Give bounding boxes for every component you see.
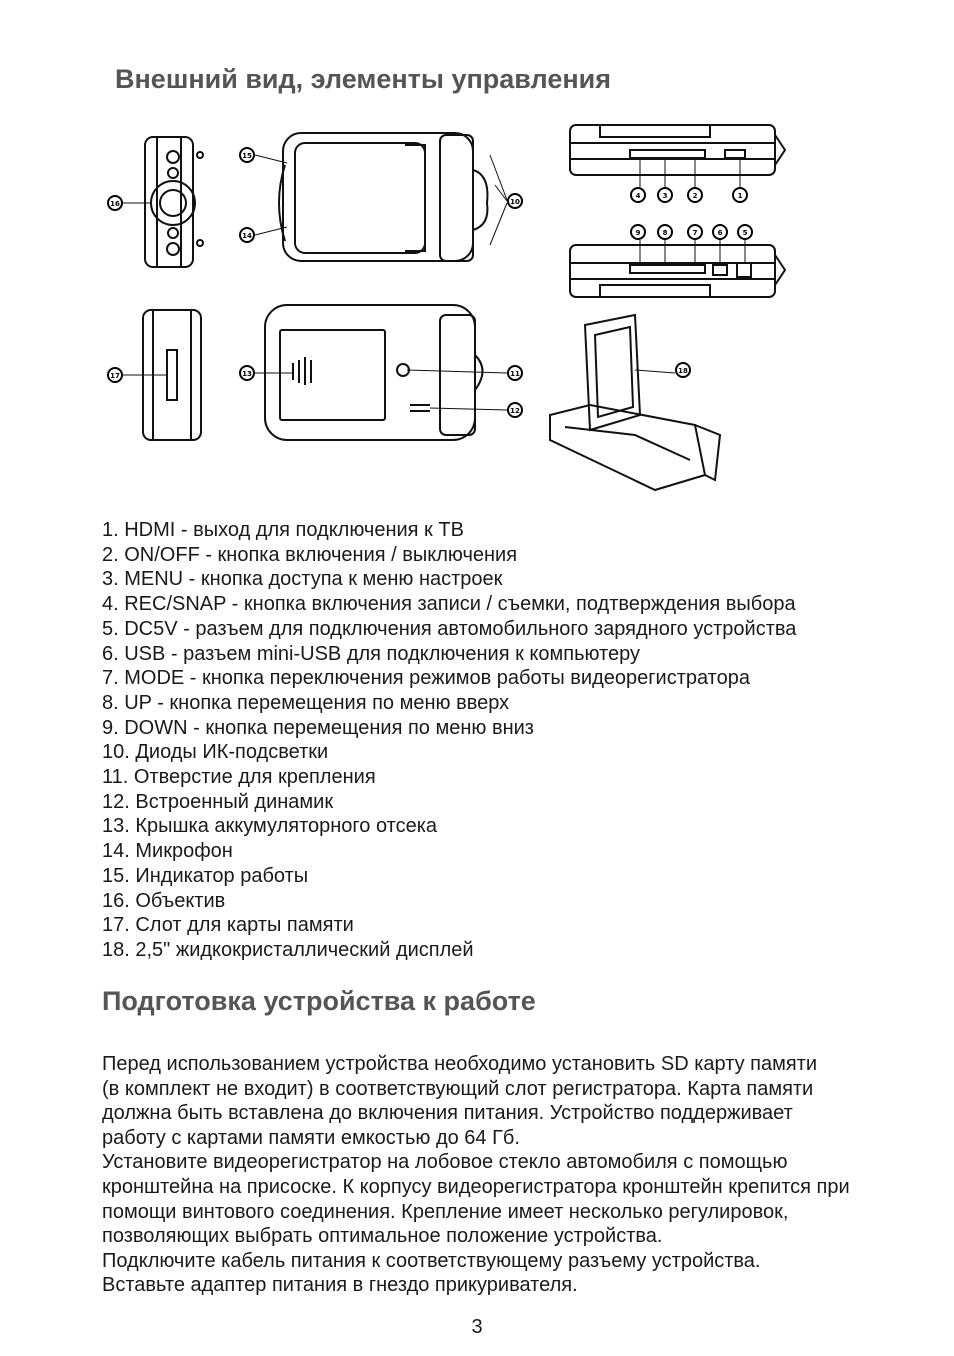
callout-1: [733, 188, 747, 202]
callout-11: [508, 366, 522, 380]
legend-item: 8. UP - кнопка перемещения по меню вверх: [102, 691, 510, 714]
callout-6: [713, 225, 727, 239]
svg-text:8: 8: [662, 229, 668, 237]
callout-10: [508, 194, 522, 208]
legend-item: 14. Микрофон: [102, 840, 233, 863]
callout-13: [240, 366, 254, 380]
paragraph-line: кронштейна на присоске. К корпусу видеорегистратора кронштейн крепится при: [102, 1175, 850, 1198]
side-view-bottom: [570, 240, 785, 297]
callout-12: [508, 403, 522, 417]
callout-17: [108, 368, 122, 382]
callout-5: [738, 225, 752, 239]
callout-3: [658, 188, 672, 202]
legend-item: 6. USB - разъем mini-USB для подключения к компьютеру: [102, 642, 641, 665]
svg-text:10: 10: [510, 198, 520, 206]
svg-text:4: 4: [635, 192, 641, 200]
legend-item: 2. ON/OFF - кнопка включения / выключения: [102, 543, 518, 566]
legend-item: 16. Объектив: [102, 889, 226, 912]
legend-item: 12. Встроенный динамик: [102, 790, 334, 813]
legend-item: 7. MODE - кнопка переключения режимов работы видеорегистратора: [102, 667, 750, 690]
device-diagram: [95, 115, 815, 505]
section-title: Подготовка устройства к работе: [102, 986, 536, 1016]
paragraph-line: (в комплект не входит) в соответствующий слот регистратора. Карта памяти: [102, 1077, 814, 1100]
paragraph-line: должна быть вставлена до включения питания. Устройство поддерживает: [102, 1102, 793, 1125]
svg-text:16: 16: [110, 200, 120, 208]
callout-16: [108, 196, 122, 210]
paragraph-line: Перед использованием устройства необходимо установить SD карту памяти: [102, 1053, 818, 1075]
legend-item: 9. DOWN - кнопка перемещения по меню вниз: [102, 716, 534, 739]
callout-4: [631, 188, 645, 202]
callout-8: [658, 225, 672, 239]
callout-14: [240, 228, 254, 242]
legend-item: 4. REC/SNAP - кнопка включения записи / съемки, подтверждения выбора: [102, 593, 796, 616]
svg-text:13: 13: [242, 370, 252, 378]
callout-7: [688, 225, 702, 239]
svg-text:14: 14: [242, 232, 252, 240]
svg-text:2: 2: [692, 192, 698, 200]
slot-side-view: [123, 310, 201, 440]
callouts: [108, 148, 752, 417]
page-number: 3: [471, 1316, 483, 1338]
paragraph-line: позволяющих выбрать оптимальное положение устройства.: [102, 1225, 663, 1248]
paragraph-line: Вставьте адаптер питания в гнездо прикуривателя.: [102, 1274, 578, 1297]
paragraph-line: помощи винтового соединения. Крепление имеет несколько регулировок,: [102, 1200, 789, 1223]
legend-item: 18. 2,5" жидкокристаллический дисплей: [102, 938, 474, 961]
svg-text:12: 12: [510, 407, 520, 415]
legend-item: 5. DC5V - разъем для подключения автомобильного зарядного устройства: [102, 617, 797, 640]
parts-legend: [102, 518, 796, 963]
instructions-paragraph: [102, 1052, 850, 1298]
legend-item: 3. MENU - кнопка доступа к меню настроек: [102, 568, 503, 591]
legend-item: 1. HDMI - выход для подключения к ТВ: [102, 519, 464, 541]
svg-text:6: 6: [717, 229, 723, 237]
legend-item: 17. Слот для карты памяти: [102, 914, 354, 937]
paragraph-line: Подключите кабель питания к соответствующему разъему устройства.: [102, 1249, 761, 1272]
svg-text:17: 17: [110, 372, 120, 380]
front-view: [123, 137, 203, 267]
legend-item: 10. Диоды ИК-подсветки: [102, 741, 329, 764]
svg-text:18: 18: [678, 367, 688, 375]
svg-text:1: 1: [737, 192, 743, 200]
open-screen-view: [550, 315, 720, 490]
callout-18: [676, 363, 690, 377]
device-diagram-svg: [95, 115, 815, 505]
paragraph-line: Установите видеорегистратор на лобовое стекло автомобиля с помощью: [102, 1151, 788, 1174]
side-view-top: [570, 125, 785, 187]
legend-item: 13. Крышка аккумуляторного отсека: [102, 815, 438, 838]
paragraph-line: работу с картами памяти емкостью до 64 Гб.: [102, 1126, 520, 1149]
back-view: [255, 305, 507, 440]
svg-text:7: 7: [692, 229, 698, 237]
top-view: [255, 133, 507, 261]
callout-2: [688, 188, 702, 202]
legend-item: 15. Индикатор работы: [102, 864, 309, 887]
svg-text:9: 9: [635, 229, 641, 237]
legend-item: 11. Отверстие для крепления: [102, 766, 376, 789]
callout-15: [240, 148, 254, 162]
svg-text:5: 5: [742, 229, 748, 237]
svg-text:3: 3: [662, 192, 668, 200]
callout-9: [631, 225, 645, 239]
svg-text:15: 15: [242, 152, 252, 160]
page-title: Внешний вид, элементы управления: [115, 64, 611, 94]
svg-text:11: 11: [510, 370, 520, 378]
